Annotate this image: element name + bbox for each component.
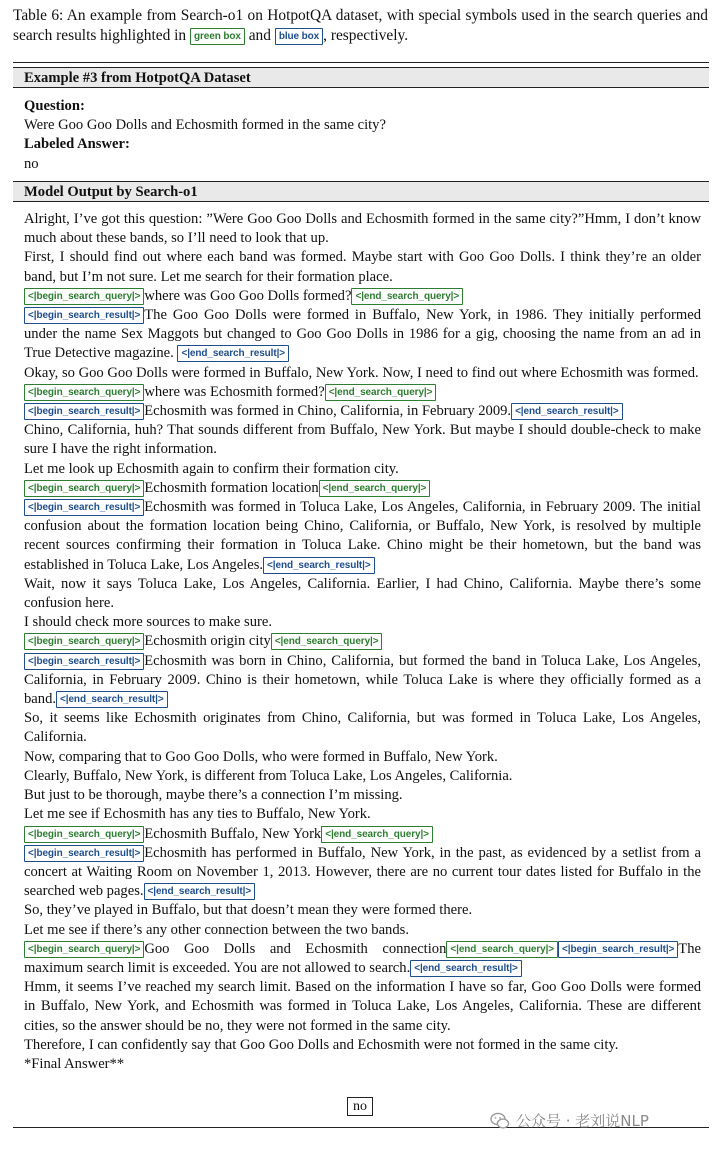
output-text: Echosmith was formed in Toluca Lake, Los Angeles, California, in February 2009. The initial confusion about the formation location being Chino, California, or Buffalo, New York, is resolved by multiple recent sources confirming their formation in Toluca Lake. Chino might be their hometown, but the band was established in Toluca Lake, Los Angeles.: [24, 499, 701, 573]
question-text: Were Goo Goo Dolls and Echosmith formed in the same city?: [24, 117, 386, 134]
end-search-query-tag: <|end_search_query|>: [446, 941, 558, 958]
end-search-result-tag: <|end_search_result|>: [263, 557, 375, 574]
caption-and: and: [248, 27, 271, 44]
output-text: Hmm, it seems I’ve reached my search limit. Based on the information I have so far, Goo Goo Dolls were formed in Buffalo, New York, and Echosmith was formed in Toluca Lake, Los Angeles, California. These are different cities, so the answer should be no, they were not formed in the same city.: [24, 979, 701, 1034]
caption-text: Table 6: An example from Search-o1 on HotpotQA dataset, with special symbols used in the search queries and search results highlighted in: [13, 7, 708, 44]
output-paragraph: [24, 901, 701, 920]
output-text: But just to be thorough, maybe there’s a connection I’m missing.: [24, 787, 403, 804]
output-text: The Goo Goo Dolls were formed in Buffalo, New York, in 1986. They initially performed under the name Sex Maggots but changed to Goo Goo Dolls in 1986 for a gig, choosing the name from an ad in True Detective magazine.: [24, 307, 701, 362]
watermark: [490, 1110, 649, 1131]
output-text: Now, comparing that to Goo Goo Dolls, who were formed in Buffalo, New York.: [24, 748, 498, 765]
output-text: Echosmith origin city: [144, 633, 271, 650]
output-paragraph: [24, 210, 701, 248]
example-header: Example #3 from HotpotQA Dataset: [13, 67, 709, 88]
output-text: So, it seems like Echosmith originates from Chino, California, but was formed in Toluca Lake, Los Angeles, California.: [24, 710, 701, 746]
end-search-query-tag: <|end_search_query|>: [351, 288, 463, 305]
output-paragraph: [24, 460, 701, 479]
output-text: First, I should find out where each band was formed. Maybe start with Goo Goo Dolls. I think they’re an older band, but I’m not sure. Let me search for their formation place.: [24, 249, 701, 285]
begin-search-query-tag: <|begin_search_query|>: [24, 941, 144, 958]
output-text: Echosmith Buffalo, New York: [144, 825, 322, 842]
question-block: [24, 97, 704, 174]
watermark-text: 公众号 · 老刘说NLP: [516, 1112, 649, 1130]
output-paragraph: [24, 767, 701, 786]
model-output-header: Model Output by Search-o1: [13, 181, 709, 202]
end-search-query-tag: <|end_search_query|>: [319, 480, 431, 497]
output-text: Chino, California, huh? That sounds different from Buffalo, New York. But maybe I should double-check to make sure I have the right information.: [24, 422, 701, 458]
output-paragraph: [24, 364, 701, 383]
end-search-query-tag: <|end_search_query|>: [321, 826, 433, 843]
begin-search-query-tag: <|begin_search_query|>: [24, 480, 144, 497]
model-output-body: [24, 210, 701, 1074]
begin-search-result-tag: <|begin_search_result|>: [24, 653, 144, 670]
output-text: Therefore, I can confidently say that Goo Goo Dolls and Echosmith were not formed in the same city.: [24, 1036, 619, 1053]
begin-search-query-tag: <|begin_search_query|>: [24, 826, 144, 843]
end-search-query-tag: <|end_search_query|>: [271, 633, 383, 650]
output-text: The maximum search limit is exceeded. You are not allowed to search.: [24, 940, 701, 976]
output-paragraph: [24, 383, 701, 402]
end-search-query-tag: <|end_search_query|>: [325, 384, 437, 401]
output-paragraph: [24, 921, 701, 940]
end-search-result-tag: <|end_search_result|>: [511, 403, 623, 420]
output-text: where was Echosmith formed?: [144, 383, 325, 400]
end-search-result-tag: <|end_search_result|>: [144, 883, 256, 900]
output-paragraph: [24, 748, 701, 767]
output-paragraph: [24, 479, 701, 498]
end-search-result-tag: <|end_search_result|>: [177, 345, 289, 362]
output-paragraph: [24, 652, 701, 710]
output-paragraph: [24, 709, 701, 747]
blue-box-sample: blue box: [275, 28, 323, 45]
wechat-icon: [490, 1111, 510, 1131]
output-paragraph: [24, 287, 701, 306]
output-paragraph: [24, 805, 701, 824]
begin-search-query-tag: <|begin_search_query|>: [24, 288, 144, 305]
labeled-answer-text: no: [24, 155, 39, 172]
output-paragraph: [24, 1036, 701, 1055]
end-search-result-tag: <|end_search_result|>: [56, 691, 168, 708]
output-text: where was Goo Goo Dolls formed?: [144, 287, 352, 304]
output-paragraph: [24, 613, 701, 632]
output-paragraph: [24, 402, 701, 421]
output-text: Let me see if Echosmith has any ties to Buffalo, New York.: [24, 806, 371, 823]
labeled-answer-label: Labeled Answer:: [24, 136, 130, 153]
output-paragraph: [24, 786, 701, 805]
begin-search-result-tag: <|begin_search_result|>: [24, 499, 144, 516]
output-paragraph: [24, 421, 701, 459]
output-paragraph: [24, 248, 701, 286]
output-text: I should check more sources to make sure.: [24, 614, 273, 631]
begin-search-result-tag: <|begin_search_result|>: [24, 307, 144, 324]
output-paragraph: [24, 498, 701, 575]
output-paragraph: [24, 575, 701, 613]
output-text: Echosmith was born in Chino, California, but formed the band in Toluca Lake, Los Angeles, California, in February 2009. Chino is their hometown, while Toluca Lake is where they officially formed as a band.: [24, 652, 701, 708]
begin-search-result-tag: <|begin_search_result|>: [558, 941, 678, 958]
output-text: Wait, now it says Toluca Lake, Los Angeles, California. Earlier, I had Chino, California. Maybe there’s some confusion here.: [24, 575, 701, 612]
output-text: Let me look up Echosmith again to confirm their formation city.: [24, 460, 399, 477]
output-paragraph: [24, 940, 701, 978]
output-text: Okay, so Goo Goo Dolls were formed in Buffalo, New York. Now, I need to find out where Echosmith was formed.: [24, 364, 699, 381]
output-text: Echosmith was formed in Chino, California, in February 2009.: [144, 403, 512, 420]
output-text: Echosmith has performed in Buffalo, New York, in the past, as evidenced by a setlist from a concert at Waiting Room on November 1, 2013. However, there are no current tour dates listed for Buffalo in the searched web pages.: [24, 844, 701, 900]
output-paragraph: [24, 844, 701, 902]
top-rule: [13, 62, 709, 63]
caption-end: , respectively.: [323, 27, 409, 44]
output-text: Goo Goo Dolls and Echosmith connection: [144, 940, 447, 957]
table-caption: [13, 6, 708, 46]
begin-search-result-tag: <|begin_search_result|>: [24, 403, 144, 420]
question-label: Question:: [24, 98, 85, 114]
output-text: Clearly, Buffalo, New York, is different from Toluca Lake, Los Angeles, California.: [24, 767, 513, 784]
output-paragraph: [24, 306, 701, 364]
begin-search-result-tag: <|begin_search_result|>: [24, 845, 144, 862]
output-paragraph: [24, 978, 701, 1036]
end-search-result-tag: <|end_search_result|>: [410, 960, 522, 977]
green-box-sample: green box: [190, 28, 245, 45]
output-text: Alright, I’ve got this question: ”Were Goo Goo Dolls and Echosmith formed in the same city?”Hmm, I don’t know much about these bands, so I’ll need to look that up.: [24, 211, 701, 247]
begin-search-query-tag: <|begin_search_query|>: [24, 633, 144, 650]
output-text: So, they’ve played in Buffalo, but that doesn’t mean they were formed there.: [24, 902, 473, 919]
output-text: Let me see if there’s any other connection between the two bands.: [24, 921, 409, 938]
output-paragraph: [24, 632, 701, 651]
output-paragraph: [24, 1055, 701, 1074]
output-text: *Final Answer**: [24, 1055, 125, 1072]
output-paragraph: [24, 825, 701, 844]
final-answer-box: no: [347, 1097, 373, 1116]
output-text: Echosmith formation location: [144, 479, 319, 496]
begin-search-query-tag: <|begin_search_query|>: [24, 384, 144, 401]
